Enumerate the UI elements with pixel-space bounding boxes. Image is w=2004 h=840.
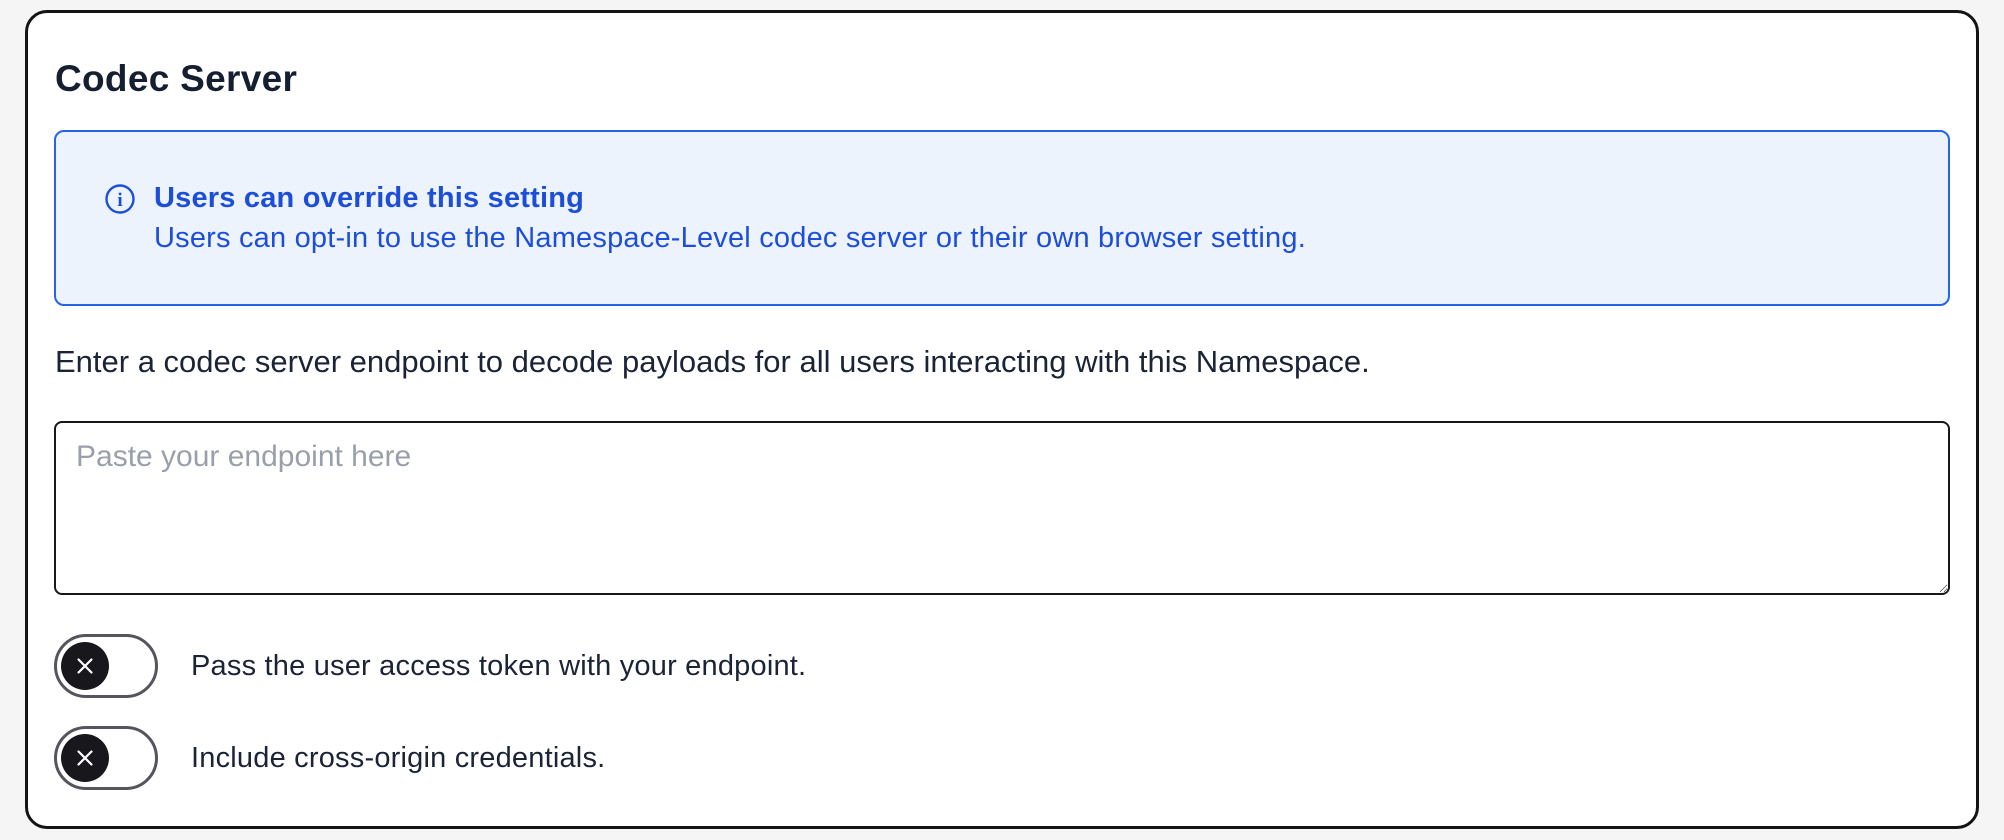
toggle-knob bbox=[61, 642, 109, 690]
x-icon bbox=[72, 653, 98, 679]
info-icon bbox=[104, 183, 136, 215]
svg-text:i: i bbox=[117, 190, 123, 211]
alert-body: Users can opt-in to use the Namespace-Level codec server or their own browser setting. bbox=[154, 222, 1306, 254]
endpoint-label: Enter a codec server endpoint to decode payloads for all users interacting with this Namespace. bbox=[55, 344, 1370, 379]
access-token-row bbox=[54, 634, 1950, 698]
alert-title: Users can override this setting bbox=[154, 182, 585, 214]
endpoint-textarea[interactable] bbox=[54, 421, 1950, 595]
x-icon bbox=[72, 745, 98, 771]
toggle-knob bbox=[61, 734, 109, 782]
page-title: Codec Server bbox=[55, 58, 298, 99]
cross-origin-label: Include cross-origin credentials. bbox=[191, 741, 606, 774]
info-alert bbox=[54, 130, 1950, 306]
cross-origin-toggle[interactable] bbox=[54, 726, 158, 790]
access-token-label: Pass the user access token with your endpoint. bbox=[191, 649, 807, 682]
codec-server-panel bbox=[25, 10, 1979, 829]
cross-origin-row bbox=[54, 726, 1950, 790]
access-token-toggle[interactable] bbox=[54, 634, 158, 698]
